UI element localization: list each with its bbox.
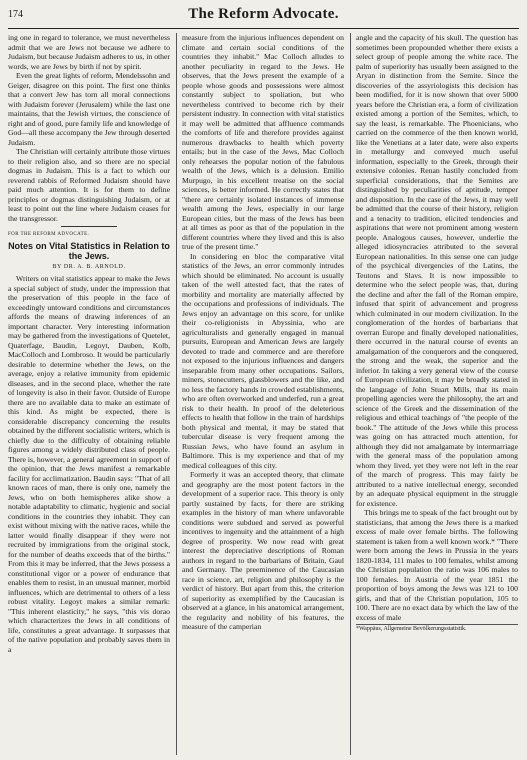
column-3 <box>356 33 518 757</box>
paragraph: measure from the injurious influences dependent on climate and certain social conditions of the countries they inhabit." Mac Colloch alludes to another peculiarity in regard to the Jews. He observes, that the Jews present the example of a people whose goods and possessions were almost constantly subject to spoliation, but who nevertheless contrived to become rich by their persistent industry. In connection with vital statistics it may well be admitted that affluence commands the comforts of life and therefore provides against numerous drawbacks to health which poverty entails; but in the case of the Jews, Mac Colloch only rehearses the popular notion of the fabulous wealth of the Jews, which is a delusion. Emilio Murpugo, in his excellent treatise on the social sciences, is better informed. He correctly states that "there are certainly isolated instances of immense wealth among the Jews, especially in our large European cities, but the mass of the Jews has been at all times as poor as that of the population in the different countries where they lived and this is also true of the present time." <box>182 33 344 251</box>
column-1 <box>8 33 170 757</box>
column-2 <box>182 33 344 757</box>
page-header <box>8 6 519 26</box>
paragraph: In considering en bloc the comparative vital statistics of the Jews, an error commonly intrudes which should be eliminated. No account is usually taken of the well attested fact, that the rates of morbility and mortality are materially affected by the occupations and professions of individuals. The Jews enjoy an advantage on this score, for unlike their co-religionists in Abyssinia, who are agriculturalists and generally engaged in manual pursuits, European and American Jews are largely devoted to trade and commerce and are therefore not exposed to the injurious influences and dangers inseparable from many other occupations. Sailors, miners, stonecutters, glassblowers and the like, and no less the factory hands in crowded establishments, who are often overworked and underfed, run a great risk to their health. In proof of the deleterious effects to health that follow in the train of hardships both physical and mental, it may be stated that tubercular disease is very frequent among the Russian Jews, who have found an asylum in Baltimore. This is my experience and that of my medical colleagues of this city. <box>182 251 344 470</box>
paper-title: The Reform Advocate. <box>188 6 339 22</box>
paragraph: angle and the capacity of his skull. The question has sometimes been propounded whether there exists a select group of people among the white race. The palm of superiority has usually been assigned to the Aryan in distinction from the Semite. Since the discoveries of the assyriologists this decision has been modified, for it is now shown that over 5000 years before the Christian era, a form of civilization existed among a portion of the Semites, which, to say the least, is remarkable. The Phoenicians, who carried on the commerce of the then known world, like the Venetians at a later date, were also experts in metallurgy and conveyed much useful information, especially to the Greek, through their extensive colonies. Renan hastily concluded from superficial considerations, that the Semites are distinguished by peculiarities of aptitude, temper and disposition. In the case of the Jews, it may well be admitted that the course of their history, religion and a tenacity to tradition, elicited tendencies and aspirations that were not prominent among western people. Analogous causes, however, underlie the alleged idiosyncracies attributed to the several European nationalities. In this sense one can judge of the psychical divergencies of the Latins, the Teutons and Slavs. It is now impossible to determine who the select people was, that, during the decline and after the fall of the Roman empire, infused that spirit of advancement and progress which culminated in our modern civilization. In the conglomeration of the hordes of barbarians that overran Europe and finally developed nationalities, there occurred in the natural course of events an amalgamation of the conquerors and the conquered, the strong and the weak, the superior and the inferior. In taking a very general view of the course of European civilization, it may be broadly stated in the language of John Stuart Mills, that its main propelling agencies were the philosophy, the art and science of the Greek and the dissemination of the religious and ethical teachings of "the people of the book." The attitude of the Jews while this process was going on has attracted much attention, for although they did not amalgamate by intermarriage with the general mass of the population among whom they lived, yet they were not left in the rear of the march of progress. This may fairly be attributed to a native intellectual energy, seconded by an adequate physical equipment in the struggle for existence. <box>356 33 518 508</box>
article-kicker: FOR THE REFORM ADVOCATE. <box>8 232 90 237</box>
page-number: 174 <box>8 9 23 20</box>
article-title: Notes on Vital Statistics in Relation to the Jews. <box>8 240 170 261</box>
paragraph: This brings me to speak of the fact brought out by statisticians, that among the Jews there is a marked excess of male over female births. The following statement is taken from a well known work.* "There were born among the Jews in Prussia in the years 1820-1834, 111 males to 100 females, whilst among the Christian population the ratio was 106 males to 100 females. In Austria of the year 1851 the proportion of boys among the Jews was 121 to 100 girls, and that of the Christian population, 105 to 100. There are no exact data by which the law of the excess of male <box>356 508 518 622</box>
header-rule <box>8 28 519 29</box>
paragraph: ing one in regard to tolerance, we must nevertheless admit that we are Jews not because we adhere to Judaism, but because Judaism adheres to us, in other words, we are Jews by birth if not by spirit. <box>8 33 170 71</box>
column-rule <box>176 33 177 755</box>
footnote: *Wappäus, Allgemeine Bevölkerungsstatistik. <box>356 624 518 634</box>
article-byline: BY DR. A. B. ARNOLD. <box>52 263 126 270</box>
paragraph: Even the great lights of reform, Mendelssohn and Geiger, disagree on this point. The first one thinks that a convert Jew has torn all moral connections with Judaism forever (Jerusalem) while the last one maintains, that the Jewish virtues, the conscience of right and of good, pure family life and knowledge of God—all these accompany the Jew through deserted Judaism. <box>8 71 170 147</box>
section-divider <box>61 226 117 227</box>
column-rule <box>350 33 351 755</box>
paragraph: Writers on vital statistics appear to make the Jews a special subject of study, under the impression that the preservation of this people in the face of exceedingly untoward conditions and circumstances affords the means of drawing inferences of an important character. Very interesting information may be gathered from the investigations of Quetelet, Quaterfage, Baudin, Legoyt, Dauben, Kolb, MacColloch and Lombroso. It would be particularly desirable to determine whether the Jews, on the average, enjoy a relative immunity from epidemic diseases, and in the second place, whether the rate of longevity is also in their favor. Outside of Europe there are no available data to make an estimate of this kind. As might be expected, there is considerable discrepancy concerning the results obtained by the different socialistic writers, which is chiefly due to the difficulty of obtaining reliable figures among a widely distributed class of people. There is, however, a general agreement in support of the opinion, that the Jews manifest a remarkable facility for acclimatization. Baudin says: "That of all known races of man, there is only one, namely the Jews, who on both hemispheres alike show a notable adaptability to climatic, hygienic and social conditions in the countries they inhabit. They can exist without mixing with the native races, while the latter would finally disappear if they were not recruited by immigrations from the original stock, for the number of deaths exceeds that of the births." From this it may be inferred, that the Jews possess a constitutional vigor or a power of endurance that enables them to resist, in an unusual manner, morbid influences, which are detrimental to others of a less robust vitality. Legoyt makes a similar remark: "This inherent elasticity," he says, "this vis dorao which characterizes the Jews in all conditions of life, constitutes a great advantage. It surpasses that of the native population and probably saves them in a <box>8 274 170 654</box>
paragraph: The Christian will certainly attribute those virtues to their religion also, and so there are no special dogmas in Judaism. This is a fact to which our reverend rabbis of Reformed Judaism should have paid much attention. It is for them to define principles or dogmas distinguishing Judaism, or at least to point out the line where Judaism ceases for the transgressor. <box>8 147 170 223</box>
paragraph: Formerly it was an accepted theory, that climate and geography are the most potent factors in the development of a superior race. This theory is only partly sustained by facts, for there are striking examples in the history of man where unfavorable conditions were subdued and served as powerful incentives to ingenuity and the attainment of a high degree of prosperity. We now read with great interest the depreciative descriptions of Roman authors in regard to the barbarians of Britain, Gaul and Germany. The preeminence of the Caucasian race in science, art, religion and philosophy is the verdict of history. But apart from this, the criterion of superiority as exemplified by the Caucasian is observed at a glance, in his anatomical arrangement, the regularity and nobility of his features, the measure of the camperian <box>182 470 344 631</box>
